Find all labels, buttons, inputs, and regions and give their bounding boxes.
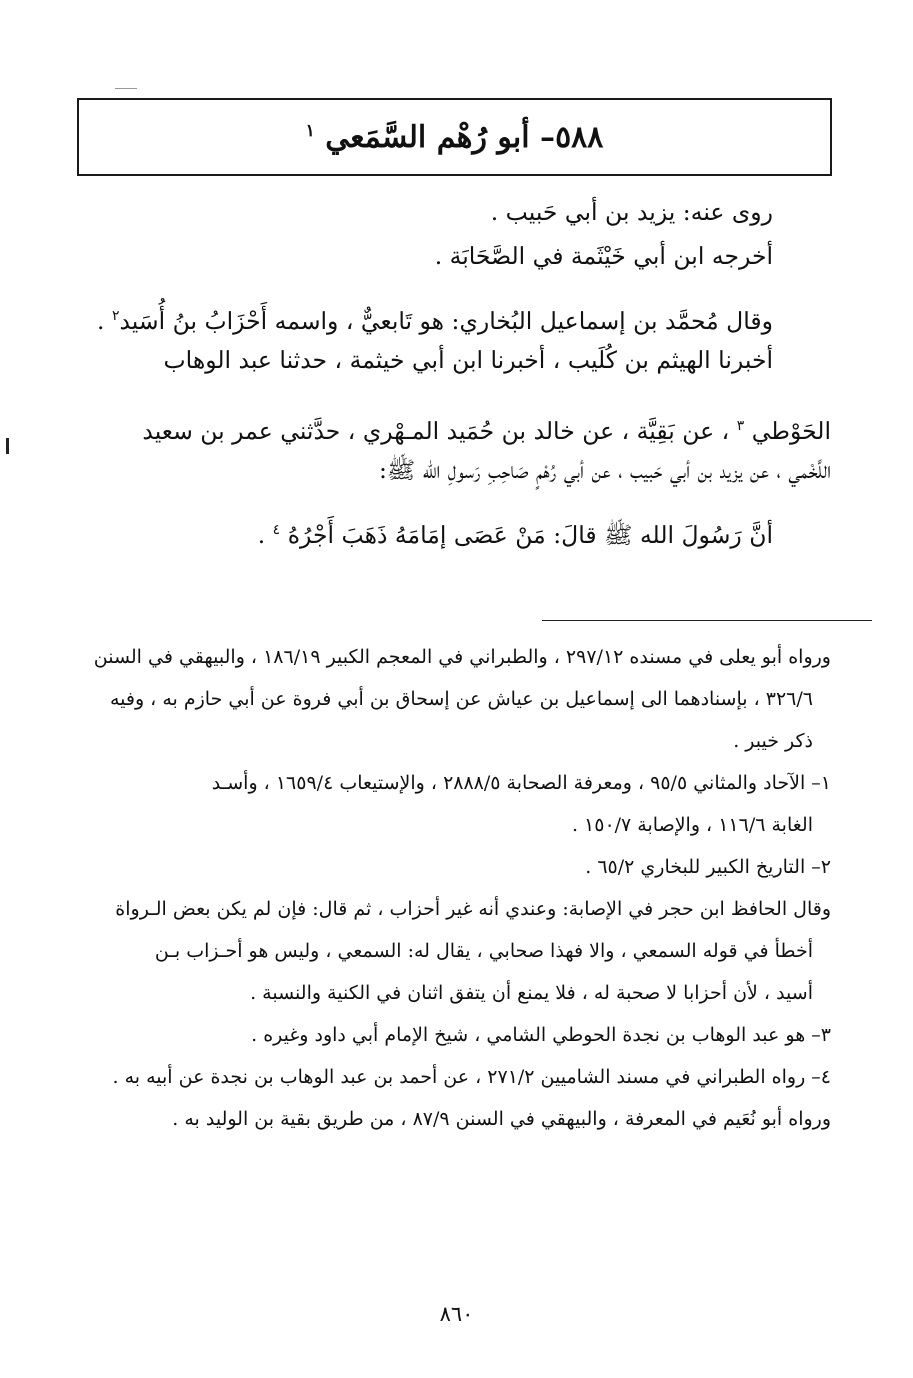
footnote-line: ١– الآحاد والمثاني ٩٥/٥ ، ومعرفة الصحابة ٢٨٨٨/٥ ، والإستيعاب ١٦٥٩/٤ ، وأسـد (211, 772, 831, 794)
main-line-text: الحَوْطي (751, 416, 831, 445)
main-line (76, 338, 831, 382)
note-ref: ٣ (736, 418, 745, 434)
page-number: ٨٦٠ (439, 1302, 474, 1326)
main-line-text: أنَّ رَسُولَ الله ﷺ قالَ: مَنْ عَصَى إمَامَهُ ذَهَبَ أَجْرُهُ (287, 520, 773, 549)
main-line-text: أخبرنا الهيثم بن كُلَيب ، أخبرنا ابن أبي خيثمة ، حدثنا عبد الوهاب (163, 346, 773, 374)
scan-edge-mark (6, 438, 9, 454)
main-line-text: . (257, 520, 273, 549)
main-line-text: أخرجه ابن أبي خَيْثَمة في الصَّحَابَة . (434, 242, 773, 270)
entry-title-box (77, 98, 832, 176)
main-line (76, 448, 831, 492)
footnote-line: الغابة ١١٦/٦ ، والإصابة ١٥٠/٧ . (571, 814, 813, 836)
main-line (76, 294, 831, 338)
footnote-line: ٤– رواه الطبراني في مسند الشاميين ٢٧١/٢ ، عن أحمد بن عبد الوهاب بن نجدة عن أبيه به . (112, 1066, 831, 1088)
footnote-line: ورواه أبو يعلى في مسنده ٢٩٧/١٢ ، والطبراني في المعجم الكبير ١٨٦/١٩ ، والبيهقي في السنن (93, 646, 831, 668)
footnote-line: ٣٢٦/٦ ، بإسنادهما الى إسماعيل بن عياش عن إسحاق بن أبي فروة عن أبي حازم به ، وفيه (109, 688, 813, 710)
note-ref: ٢ (111, 308, 120, 324)
footnote-line: ورواه أبو نُعَيم في المعرفة ، والبيهقي في السنن ٨٧/٩ ، من طريق بقية بن الوليد به . (172, 1108, 831, 1130)
main-line-text: . (96, 306, 112, 335)
footnotes (76, 636, 831, 1140)
main-text (76, 190, 831, 552)
footnote-line: ذكر خيبر . (733, 730, 813, 752)
main-line-text: ، عن بَقِيَّة ، عن خالد بن حُمَيد المـهْري ، حدَّثني عمر بن سعيد (142, 416, 737, 445)
entry-title-note-ref: ١ (305, 120, 315, 141)
entry-title-text: ٥٨٨– أبو رُهْم السَّمَعي (325, 119, 604, 155)
main-line (76, 234, 831, 278)
footnote-line: أسيد ، لأن أحزابا لا صحبة له ، فلا يمنع أن يتفق اثنان في الكنية والنسبة . (250, 982, 813, 1004)
main-line (76, 508, 831, 552)
main-line (76, 404, 831, 448)
main-line-text: اللَّخْمي ، عن يزيد بن أبي حَبيب ، عن أبي رُهْمٍ صَاحِبِ رَسولِ الله ﷺ: (378, 456, 831, 484)
footnote-line: وقال الحافظ ابن حجر في الإصابة: وعندي أنه غير أحزاب ، ثم قال: فإن لم يكن بعض الـرواة (115, 898, 831, 920)
note-ref: ٤ (272, 522, 281, 538)
main-line (76, 190, 831, 234)
main-line-text: روى عنه: يزيد بن أبي حَبيب . (490, 198, 773, 226)
scan-smudge (115, 88, 137, 89)
footnote-line: أخطأ في قوله السمعي ، والا فهذا صحابي ، يقال له: السمعي ، وليس هو أحـزاب بـن (154, 940, 813, 962)
footnote-line: ٣– هو عبد الوهاب بن نجدة الحوطي الشامي ، شيخ الإمام أبي داود وغيره . (251, 1024, 831, 1046)
main-line-text: وقال مُحمَّد بن إسماعيل البُخاري: هو تَابعيٌّ ، واسمه أَحْزَابُ بنُ أُسَيد (119, 306, 773, 335)
entry-title (306, 120, 604, 155)
footnote-line: ٢– التاريخ الكبير للبخاري ٦٥/٢ . (585, 856, 831, 878)
footnote-separator (542, 620, 872, 621)
